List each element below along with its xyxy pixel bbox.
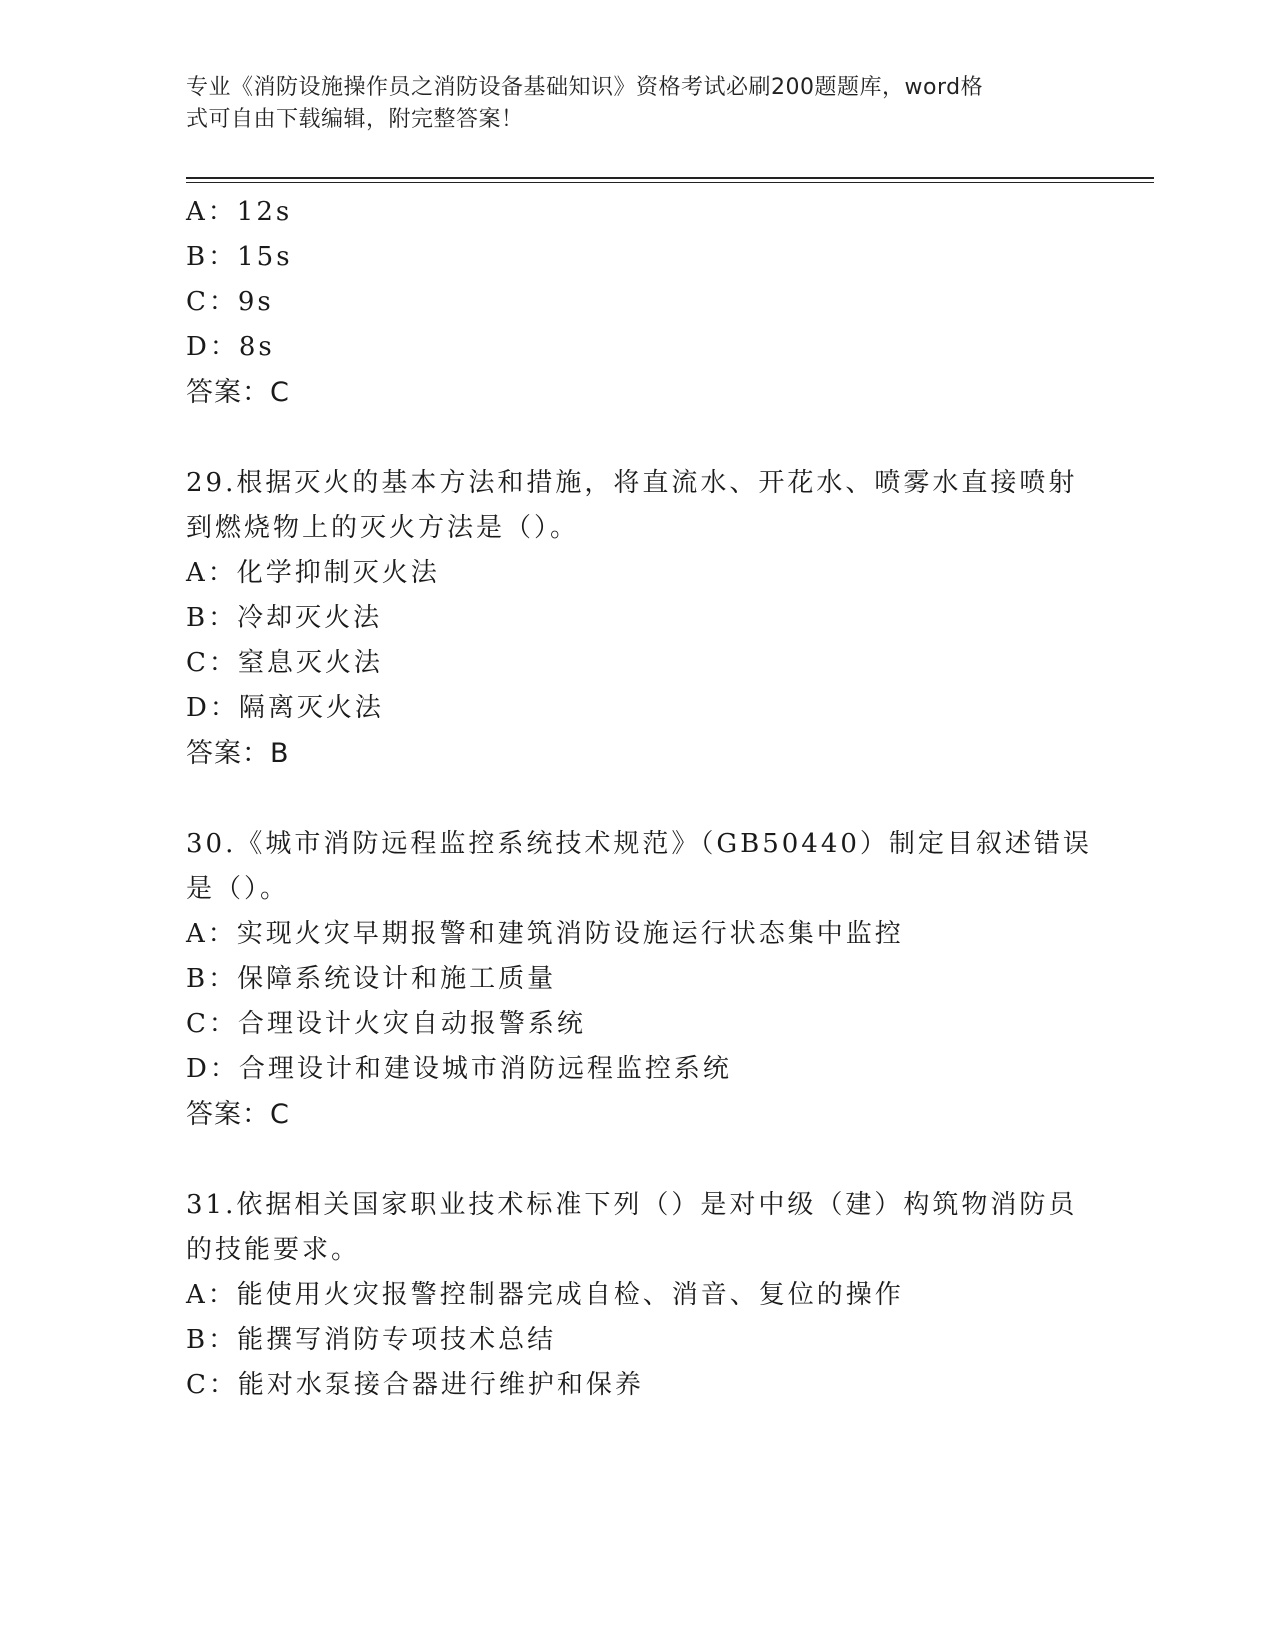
header-line-2: 式可自由下载编辑，附完整答案！: [186, 107, 524, 132]
option-c: C：窒息灭火法: [186, 648, 383, 678]
option-b: B：保障系统设计和施工质量: [186, 964, 557, 994]
option-c: C：能对水泵接合器进行维护和保养: [186, 1370, 644, 1400]
question-stem-line-2: 是（）。: [186, 874, 290, 904]
header-line-1: 专业《消防设施操作员之消防设备基础知识》资格考试必刷200题题库，word格: [186, 75, 984, 100]
option-c: C：9s: [186, 287, 274, 317]
option-d: D：隔离灭火法: [186, 693, 384, 723]
question-29: [186, 461, 1086, 776]
option-d: D：8s: [186, 332, 275, 362]
question-stem-line-1: 30.《城市消防远程监控系统技术规范》（GB50440）制定目叙述错误: [186, 829, 1092, 859]
answer: 答案：B: [186, 738, 290, 769]
option-a: A：能使用火灾报警控制器完成自检、消音、复位的操作: [186, 1280, 904, 1310]
question-28-continued: [186, 190, 1086, 415]
question-list: [186, 190, 1092, 1408]
header-rule-thick: [186, 177, 1154, 179]
question-stem-line-1: 31.依据相关国家职业技术标准下列（）是对中级（建）构筑物消防员: [186, 1190, 1078, 1220]
option-a: A：实现火灾早期报警和建筑消防设施运行状态集中监控: [186, 919, 904, 949]
option-a: A：化学抑制灭火法: [186, 558, 440, 588]
question-stem-line-2: 到燃烧物上的灭火方法是（）。: [186, 513, 580, 543]
header-rule-thin: [186, 182, 1154, 183]
question-31: [186, 1183, 1086, 1408]
question-stem-line-2: 的技能要求。: [186, 1235, 361, 1265]
question-30: [186, 822, 1092, 1137]
option-b: B：冷却灭火法: [186, 603, 383, 633]
page-header: [186, 72, 1086, 136]
option-a: A：12s: [186, 197, 293, 227]
answer: 答案：C: [186, 377, 290, 408]
answer: 答案：C: [186, 1099, 290, 1130]
question-stem-line-1: 29.根据灭火的基本方法和措施，将直流水、开花水、喷雾水直接喷射: [186, 468, 1078, 498]
option-c: C：合理设计火灾自动报警系统: [186, 1009, 586, 1039]
option-d: D：合理设计和建设城市消防远程监控系统: [186, 1054, 732, 1084]
option-b: B：15s: [186, 242, 293, 272]
option-b: B：能撰写消防专项技术总结: [186, 1325, 557, 1355]
